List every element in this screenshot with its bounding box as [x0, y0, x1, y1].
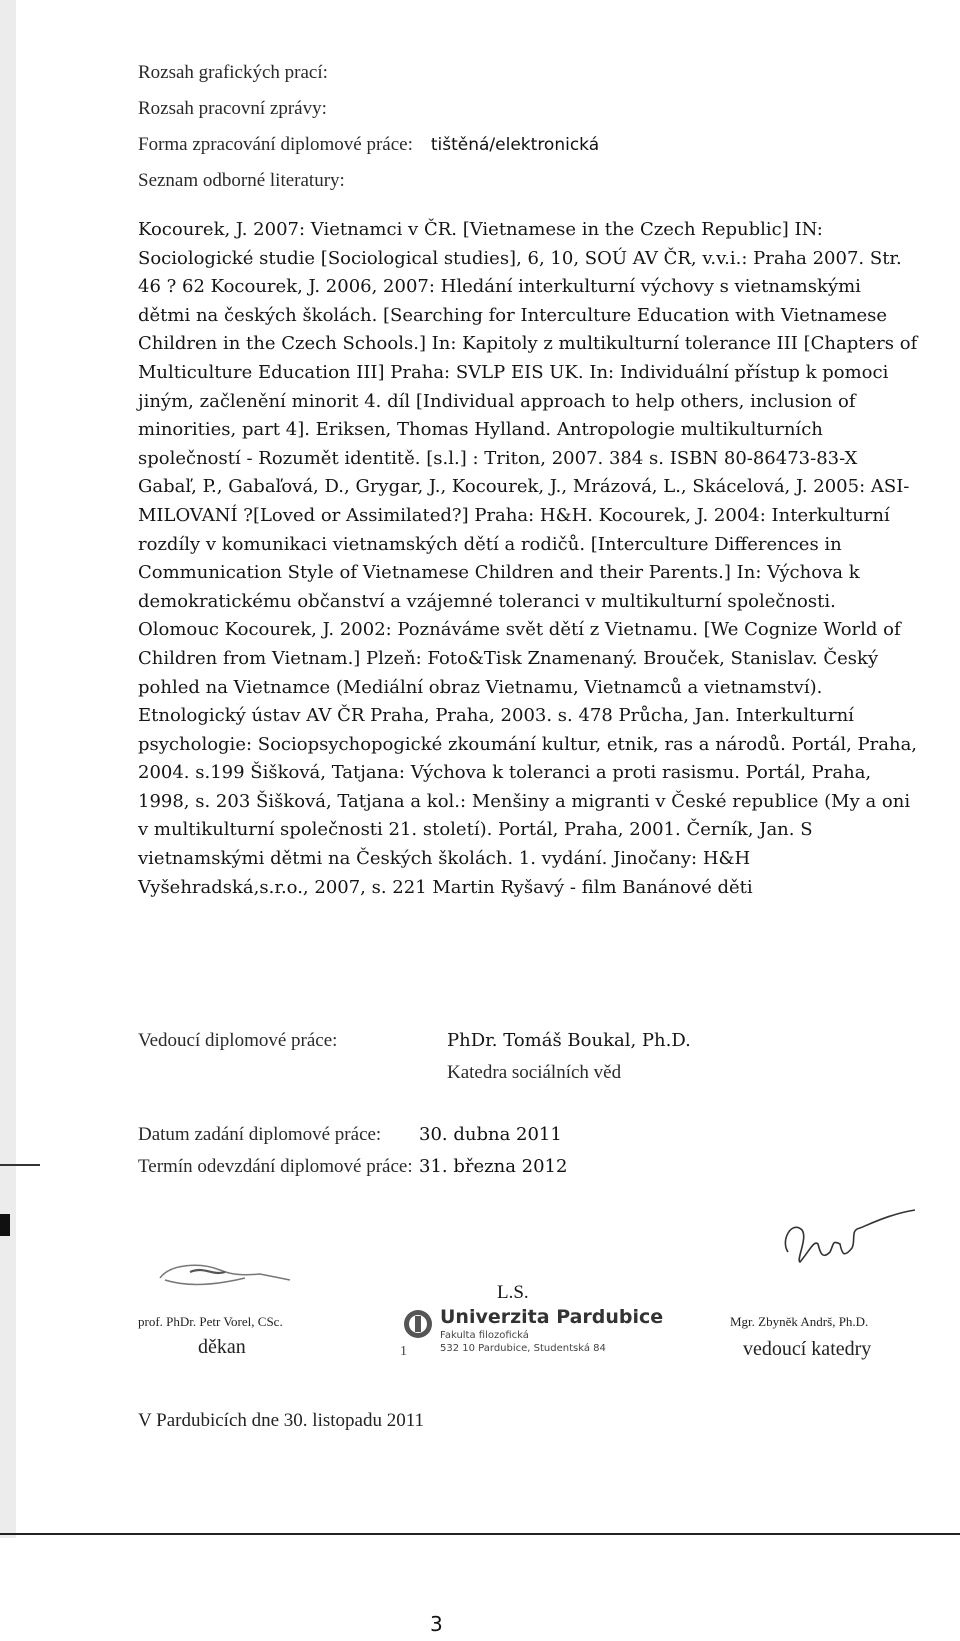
place-and-date: V Pardubicích dne 30. listopadu 2011: [138, 1410, 425, 1431]
deadline-date-label: Termín odevzdání diplomové práce:: [138, 1156, 413, 1177]
dean-role: děkan: [198, 1336, 246, 1358]
report-scope-label: Rozsah pracovní zprávy:: [138, 98, 327, 119]
header-fields: [138, 62, 918, 206]
margin-rule: [0, 1164, 40, 1166]
deadline-date-value: 31. března 2012: [419, 1156, 568, 1177]
faculty-name: Fakulta filozofická: [440, 1330, 529, 1341]
page-bottom-rule: [0, 1533, 960, 1535]
university-name: Univerzita Pardubice: [440, 1306, 664, 1328]
graphic-works-row: [138, 62, 918, 98]
supervisor-department: Katedra sociálních věd: [447, 1062, 622, 1083]
assigned-date-value: 30. dubna 2011: [419, 1124, 562, 1145]
form-value: tištěná/elektronická: [430, 135, 600, 155]
bibliography-text: Kocourek, J. 2007: Vietnamci v ČR. [Vietnamese in the Czech Republic] IN: Sociologické studie [Sociological studies], 6, 10, SOÚ AV ČR, v.v.i.: Praha 2007. Str. 46 ? 62 Kocourek, J. 2006, 2007: Hledání interkulturní výchovy s vietnamskými dětmi na českých školách. [Searching for Interculture Education with Vietnamese Children in the Czech Schools.] In: Kapitoly z multikulturní tolerance III [Chapters of Multiculture Education III] Praha: SVLP EIS UK. In: Individuální přístup k pomoci jiným, začlenění minorit 4. díl [Individual approach to help others, inclusion of minorities, part 4]. Eriksen, Thomas Hylland. Antropologie multikulturních společností - Rozumět identitě. [s.l.] : Triton, 2007. 384 s. ISBN 80-86473-83-X Gabaľ, P., Gabaľová, D., Grygar, J., Kocourek, J., Mrázová, L., Skácelová, J. 2005: ASI-MILOVANÍ ?[Loved or Assimilated?] Praha: H&H. Kocourek, J. 2004: Interkulturní rozdíly v komunikaci vietnamských dětí a rodičů. [Interculture Differences in Communication Style of Vietnamese Children and their Parents.] In: Výchova k demokratickému občanství a vzájemné toleranci v multikulturní společnosti. Olomouc Kocourek, J. 2002: Poznáváme svět dětí z Vietnamu. [We Cognize World of Children from Vietnam.] Plzeň: Foto&Tisk Znamenaný. Brouček, Stanislav. Český pohled na Vietnamce (Mediální obraz Vietnamu, Vietnamců a vietnamství). Etnologický ústav AV ČR Praha, Praha, 2003. s. 478 Průcha, Jan. Interkulturní psychologie: Sociopsychopogické zkoumání kultur, etnik, ras a národů. Portál, Praha, 2004. s.199 Šišková, Tatjana: Výchova k toleranci a proti rasismu. Portál, Praha, 1998, s. 203 Šišková, Tatjana a kol.: Menšiny a migranti v České republice (My a oni v multikulturní společnosti 21. století). Portál, Praha, 2001. Černík, Jan. S vietnamskými dětmi na Českých školách. 1. vydání. Jinočany: H&H Vyšehradská,s.r.o., 2007, s. 221 Martin Ryšavý - film Banánové děti: [138, 219, 918, 898]
university-logo-icon: [402, 1308, 434, 1340]
literature-row: [138, 170, 918, 206]
head-signature: [770, 1200, 920, 1280]
dates-block: [138, 1124, 568, 1188]
supervisor-name: PhDr. Tomáš Boukal, Ph.D.: [447, 1030, 691, 1051]
graphic-works-label: Rozsah grafických prací:: [138, 62, 328, 83]
form-row: [138, 134, 918, 170]
page-number: 3: [430, 1612, 443, 1636]
margin-mark: [0, 1214, 10, 1236]
university-address: 532 10 Pardubice, Studentská 84: [440, 1343, 606, 1354]
deadline-date-row: [138, 1156, 568, 1188]
assigned-date-row: [138, 1124, 562, 1156]
supervisor-label: Vedoucí diplomové práce:: [138, 1030, 338, 1051]
form-label: Forma zpracování diplomové práce:: [138, 134, 413, 155]
university-stamp: [400, 1306, 664, 1364]
locus-sigilli: L.S.: [497, 1282, 529, 1303]
dean-name: prof. PhDr. Petr Vorel, CSc.: [138, 1314, 283, 1329]
dean-signature: [150, 1254, 300, 1294]
department-head-role: vedoucí katedry: [743, 1338, 872, 1360]
stamp-mark: 1: [400, 1344, 407, 1359]
assigned-date-label: Datum zadání diplomové práce:: [138, 1124, 382, 1145]
literature-label: Seznam odborné literatury:: [138, 170, 345, 191]
report-scope-row: [138, 98, 918, 134]
department-head-name: Mgr. Zbyněk Andrš, Ph.D.: [730, 1314, 869, 1329]
scan-edge-shadow: [0, 0, 16, 1538]
